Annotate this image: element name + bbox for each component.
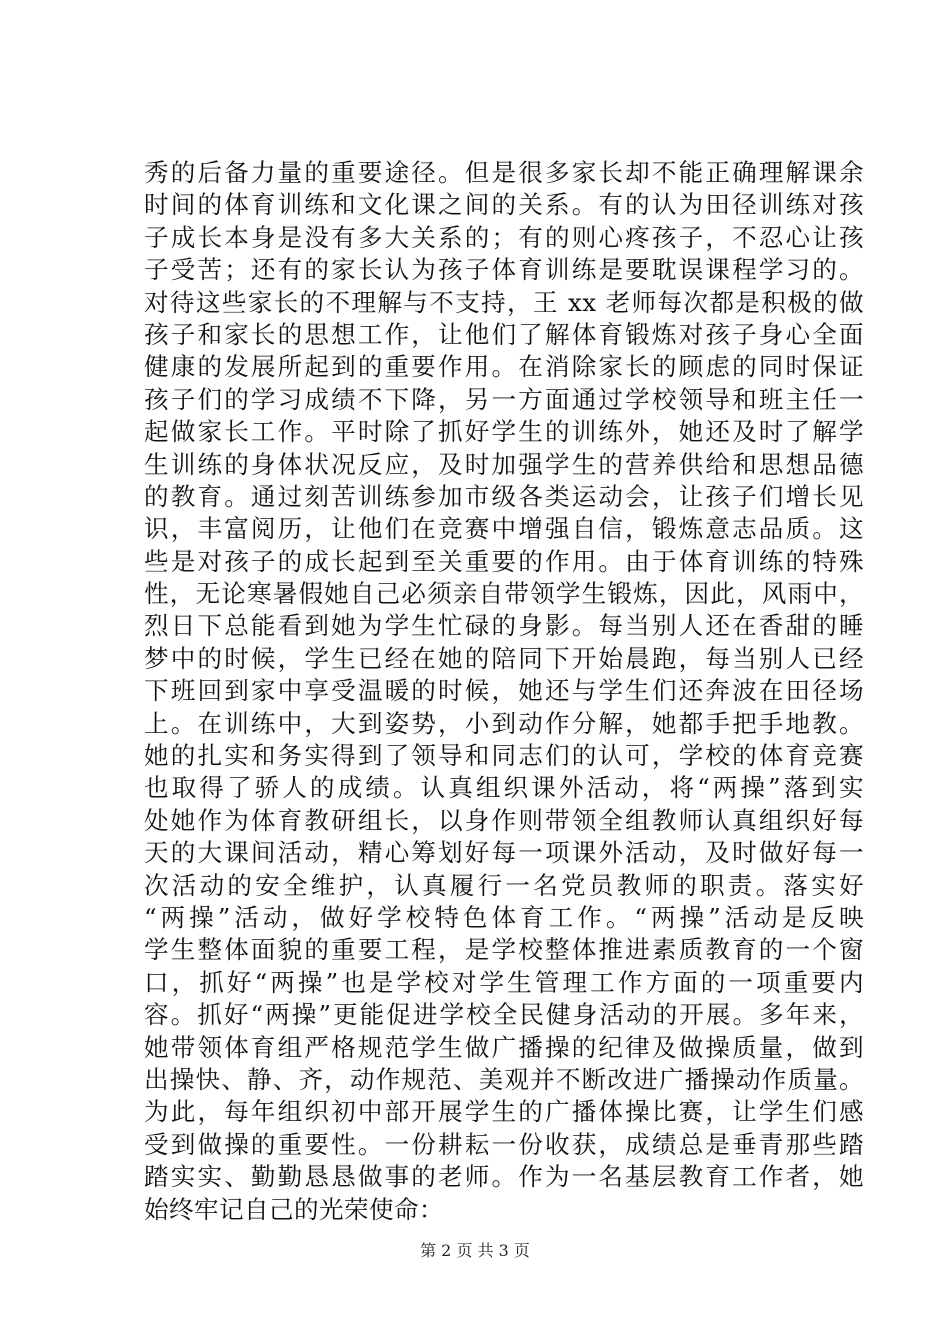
- page-footer: 第 2 页 共 3 页: [420, 1241, 530, 1260]
- body-line: 始终牢记自己的光荣使命：: [144, 1194, 444, 1224]
- body-line: 处她作为体育教研组长，以身作则带领全组教师认真组织好每: [144, 805, 864, 835]
- body-line: 受到做操的重要性。一份耕耘一份收获，成绩总是垂青那些踏: [144, 1129, 864, 1159]
- body-line: 烈日下总能看到她为学生忙碌的身影。每当别人还在香甜的睡: [144, 611, 864, 641]
- body-line: 秀的后备力量的重要途径。但是很多家长却不能正确理解课余: [144, 158, 864, 187]
- body-line: 次活动的安全维护，认真履行一名党员教师的职责。落实好: [144, 870, 864, 900]
- body-line: 天的大课间活动，精心筹划好每一项课外活动，及时做好每一: [144, 838, 864, 868]
- body-line: 性，无论寒暑假她自己必须亲自带领学生锻炼，因此，风雨中，: [144, 579, 864, 609]
- body-line: 健康的发展所起到的重要作用。在消除家长的顾虑的同时保证: [144, 352, 864, 382]
- body-line: 为此，每年组织初中部开展学生的广播体操比赛，让学生们感: [144, 1097, 864, 1127]
- body-line: 她带领体育组严格规范学生做广播操的纪律及做操质量，做到: [144, 1032, 864, 1062]
- body-line: 出操快、静、齐，动作规范、美观并不断改进广播操动作质量。: [144, 1064, 864, 1094]
- body-text: [144, 157, 864, 1226]
- body-line: 起做家长工作。平时除了抓好学生的训练外，她还及时了解学: [144, 417, 864, 447]
- body-line: 梦中的时候，学生已经在她的陪同下开始晨跑，每当别人已经: [144, 643, 864, 673]
- body-line: 时间的体育训练和文化课之间的关系。有的认为田径训练对孩: [144, 190, 864, 220]
- body-line: 她的扎实和务实得到了领导和同志们的认可，学校的体育竞赛: [144, 741, 864, 771]
- body-line: 下班回到家中享受温暖的时候，她还与学生们还奔波在田径场: [144, 676, 864, 706]
- body-line: “两操”活动，做好学校特色体育工作。“两操”活动是反映: [144, 902, 864, 932]
- body-line: 对待这些家长的不理解与不支持，王 xx 老师每次都是积极的做: [144, 287, 864, 317]
- body-line: 踏实实、勤勤恳恳做事的老师。作为一名基层教育工作者，她: [144, 1162, 864, 1192]
- body-line: 些是对孩子的成长起到至关重要的作用。由于体育训练的特殊: [144, 546, 864, 576]
- body-line: 孩子和家长的思想工作，让他们了解体育锻炼对孩子身心全面: [144, 319, 864, 349]
- body-line: 识，丰富阅历，让他们在竞赛中增强自信，锻炼意志品质。这: [144, 514, 864, 544]
- body-line: 学生整体面貌的重要工程，是学校整体推进素质教育的一个窗: [144, 935, 864, 965]
- body-line: 上。在训练中，大到姿势，小到动作分解，她都手把手地教。: [144, 708, 864, 738]
- body-line: 口，抓好“两操”也是学校对学生管理工作方面的一项重要内: [144, 967, 864, 997]
- body-line: 子受苦；还有的家长认为孩子体育训练是要耽误课程学习的。: [144, 255, 864, 285]
- body-line: 子成长本身是没有多大关系的；有的则心疼孩子，不忍心让孩: [144, 222, 864, 252]
- body-line: 也取得了骄人的成绩。认真组织课外活动，将“两操”落到实: [144, 773, 864, 803]
- body-line: 容。抓好“两操”更能促进学校全民健身活动的开展。多年来，: [144, 1000, 864, 1030]
- body-line: 生训练的身体状况反应，及时加强学生的营养供给和思想品德: [144, 449, 864, 479]
- body-line: 的教育。通过刻苦训练参加市级各类运动会，让孩子们增长见: [144, 481, 864, 511]
- body-line: 孩子们的学习成绩不下降，另一方面通过学校领导和班主任一: [144, 384, 864, 414]
